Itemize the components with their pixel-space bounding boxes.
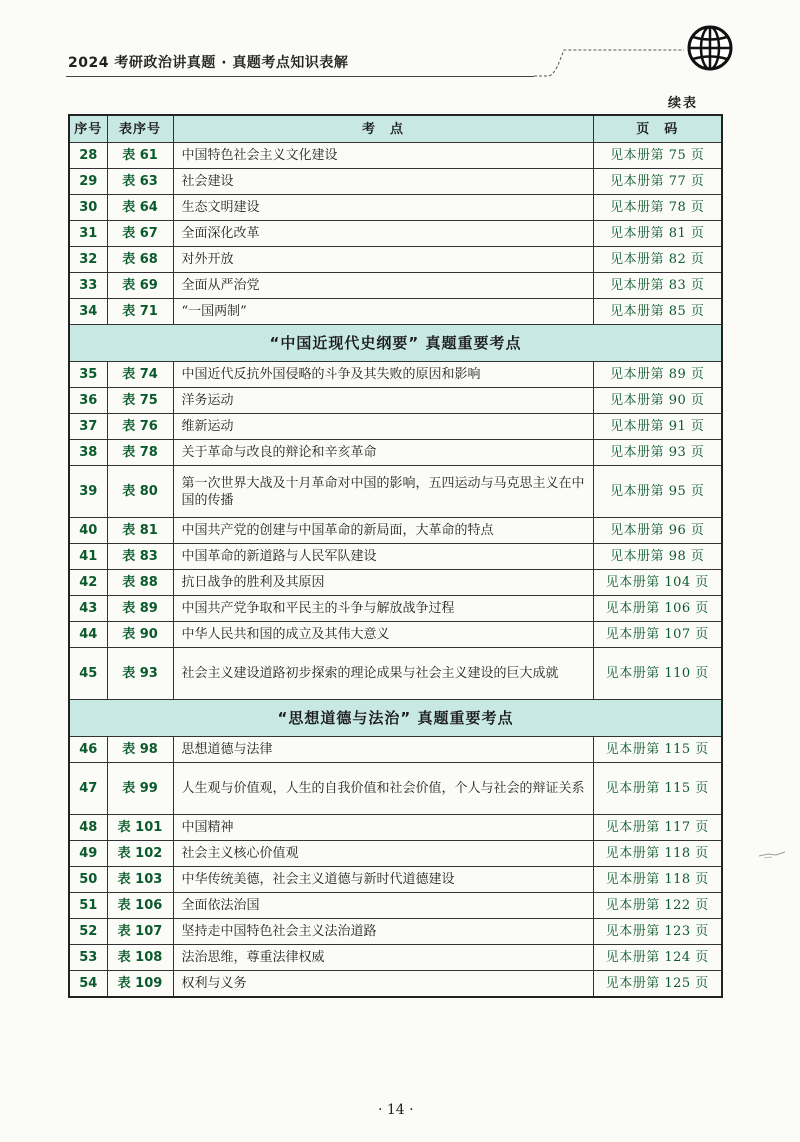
- row-page-ref: 见本册第 96 页: [593, 518, 722, 544]
- row-topic: 维新运动: [173, 414, 593, 440]
- row-page-ref: 见本册第 124 页: [593, 945, 722, 971]
- row-number: 35: [69, 362, 107, 388]
- row-table-number: 表 99: [107, 763, 173, 815]
- row-page-ref: 见本册第 123 页: [593, 919, 722, 945]
- row-number: 42: [69, 570, 107, 596]
- table-row: [69, 971, 722, 997]
- row-number: 40: [69, 518, 107, 544]
- continued-label: 续表: [668, 96, 699, 111]
- row-table-number: 表 83: [107, 544, 173, 570]
- row-table-number: 表 68: [107, 247, 173, 273]
- globe-icon: [686, 24, 734, 72]
- table-row: [69, 544, 722, 570]
- row-number: 28: [69, 143, 107, 169]
- row-topic: 中国特色社会主义文化建设: [173, 143, 593, 169]
- row-page-ref: 见本册第 85 页: [593, 299, 722, 325]
- row-table-number: 表 93: [107, 648, 173, 700]
- header-topic: 考 点: [173, 115, 593, 143]
- table-row: [69, 518, 722, 544]
- table-row: [69, 893, 722, 919]
- row-number: 54: [69, 971, 107, 997]
- row-number: 52: [69, 919, 107, 945]
- row-topic: 法治思维，尊重法律权威: [173, 945, 593, 971]
- row-number: 39: [69, 466, 107, 518]
- row-number: 38: [69, 440, 107, 466]
- row-topic: 思想道德与法律: [173, 737, 593, 763]
- row-topic: 权利与义务: [173, 971, 593, 997]
- header-dashed-line: [534, 46, 684, 78]
- row-topic: 洋务运动: [173, 388, 593, 414]
- header-table-no: 表序号: [107, 115, 173, 143]
- row-table-number: 表 98: [107, 737, 173, 763]
- header-num: 序号: [69, 115, 107, 143]
- section-title: “思想道德与法治” 真题重要考点: [69, 700, 722, 737]
- row-topic: 第一次世界大战及十月革命对中国的影响，五四运动与马克思主义在中国的传播: [173, 466, 593, 518]
- row-table-number: 表 81: [107, 518, 173, 544]
- row-number: 41: [69, 544, 107, 570]
- row-page-ref: 见本册第 77 页: [593, 169, 722, 195]
- row-number: 51: [69, 893, 107, 919]
- row-page-ref: 见本册第 125 页: [593, 971, 722, 997]
- row-topic: 中国共产党争取和平民主的斗争与解放战争过程: [173, 596, 593, 622]
- table-row: [69, 919, 722, 945]
- paper-mark: [758, 848, 786, 860]
- row-page-ref: 见本册第 106 页: [593, 596, 722, 622]
- row-page-ref: 见本册第 78 页: [593, 195, 722, 221]
- row-topic: 抗日战争的胜利及其原因: [173, 570, 593, 596]
- row-number: 30: [69, 195, 107, 221]
- row-topic: 全面依法治国: [173, 893, 593, 919]
- row-number: 29: [69, 169, 107, 195]
- row-topic: 社会建设: [173, 169, 593, 195]
- row-table-number: 表 78: [107, 440, 173, 466]
- header-rule: [66, 76, 534, 77]
- row-table-number: 表 61: [107, 143, 173, 169]
- row-topic: 中华传统美德，社会主义道德与新时代道德建设: [173, 867, 593, 893]
- row-page-ref: 见本册第 110 页: [593, 648, 722, 700]
- row-page-ref: 见本册第 90 页: [593, 388, 722, 414]
- row-table-number: 表 64: [107, 195, 173, 221]
- table-row: [69, 440, 722, 466]
- row-number: 46: [69, 737, 107, 763]
- row-page-ref: 见本册第 81 页: [593, 221, 722, 247]
- row-page-ref: 见本册第 117 页: [593, 815, 722, 841]
- row-topic: 社会主义建设道路初步探索的理论成果与社会主义建设的巨大成就: [173, 648, 593, 700]
- row-topic: 坚持走中国特色社会主义法治道路: [173, 919, 593, 945]
- row-topic: 中国革命的新道路与人民军队建设: [173, 544, 593, 570]
- table-row: [69, 945, 722, 971]
- table-row: [69, 596, 722, 622]
- row-page-ref: 见本册第 115 页: [593, 763, 722, 815]
- row-topic: 生态文明建设: [173, 195, 593, 221]
- row-page-ref: 见本册第 82 页: [593, 247, 722, 273]
- row-table-number: 表 88: [107, 570, 173, 596]
- table-row: [69, 622, 722, 648]
- row-table-number: 表 90: [107, 622, 173, 648]
- section-header-row: [69, 700, 722, 737]
- row-topic: 社会主义核心价值观: [173, 841, 593, 867]
- row-topic: 中国共产党的创建与中国革命的新局面，大革命的特点: [173, 518, 593, 544]
- row-table-number: 表 76: [107, 414, 173, 440]
- row-table-number: 表 63: [107, 169, 173, 195]
- row-topic: 全面从严治党: [173, 273, 593, 299]
- table-row: [69, 466, 722, 518]
- table-row: [69, 815, 722, 841]
- row-table-number: 表 107: [107, 919, 173, 945]
- table-row: [69, 247, 722, 273]
- row-topic: 对外开放: [173, 247, 593, 273]
- row-topic: “一国两制”: [173, 299, 593, 325]
- row-page-ref: 见本册第 122 页: [593, 893, 722, 919]
- row-page-ref: 见本册第 118 页: [593, 867, 722, 893]
- row-page-ref: 见本册第 95 页: [593, 466, 722, 518]
- row-number: 53: [69, 945, 107, 971]
- row-number: 32: [69, 247, 107, 273]
- row-number: 47: [69, 763, 107, 815]
- row-table-number: 表 106: [107, 893, 173, 919]
- row-page-ref: 见本册第 93 页: [593, 440, 722, 466]
- table-row: [69, 195, 722, 221]
- row-topic: 人生观与价值观，人生的自我价值和社会价值，个人与社会的辩证关系: [173, 763, 593, 815]
- row-number: 33: [69, 273, 107, 299]
- table-row: [69, 841, 722, 867]
- row-page-ref: 见本册第 89 页: [593, 362, 722, 388]
- row-number: 45: [69, 648, 107, 700]
- row-number: 34: [69, 299, 107, 325]
- table-row: [69, 299, 722, 325]
- row-page-ref: 见本册第 104 页: [593, 570, 722, 596]
- row-table-number: 表 71: [107, 299, 173, 325]
- row-page-ref: 见本册第 75 页: [593, 143, 722, 169]
- table-row: [69, 273, 722, 299]
- row-number: 50: [69, 867, 107, 893]
- row-table-number: 表 69: [107, 273, 173, 299]
- table-header-row: [69, 115, 722, 143]
- table-row: [69, 737, 722, 763]
- table-row: [69, 570, 722, 596]
- row-number: 48: [69, 815, 107, 841]
- table-row: [69, 362, 722, 388]
- table-row: [69, 414, 722, 440]
- row-table-number: 表 74: [107, 362, 173, 388]
- row-topic: 中国精神: [173, 815, 593, 841]
- row-table-number: 表 109: [107, 971, 173, 997]
- table-row: [69, 648, 722, 700]
- row-page-ref: 见本册第 118 页: [593, 841, 722, 867]
- row-number: 49: [69, 841, 107, 867]
- table-row: [69, 763, 722, 815]
- section-header-row: [69, 325, 722, 362]
- section-title: “中国近现代史纲要” 真题重要考点: [69, 325, 722, 362]
- row-number: 31: [69, 221, 107, 247]
- row-page-ref: 见本册第 83 页: [593, 273, 722, 299]
- page-number: · 14 ·: [378, 1102, 414, 1118]
- row-number: 44: [69, 622, 107, 648]
- row-table-number: 表 103: [107, 867, 173, 893]
- row-topic: 全面深化改革: [173, 221, 593, 247]
- row-number: 36: [69, 388, 107, 414]
- table-body: [69, 143, 722, 997]
- row-table-number: 表 108: [107, 945, 173, 971]
- table-row: [69, 143, 722, 169]
- row-topic: 中华人民共和国的成立及其伟大意义: [173, 622, 593, 648]
- table-row: [69, 388, 722, 414]
- row-number: 43: [69, 596, 107, 622]
- row-topic: 中国近代反抗外国侵略的斗争及其失败的原因和影响: [173, 362, 593, 388]
- page-header-title: 2024 考研政治讲真题 · 真题考点知识表解: [68, 55, 349, 71]
- header-page: 页 码: [593, 115, 722, 143]
- row-table-number: 表 75: [107, 388, 173, 414]
- row-table-number: 表 80: [107, 466, 173, 518]
- row-page-ref: 见本册第 98 页: [593, 544, 722, 570]
- topics-table: [68, 114, 723, 998]
- table-row: [69, 221, 722, 247]
- row-table-number: 表 102: [107, 841, 173, 867]
- row-table-number: 表 67: [107, 221, 173, 247]
- row-number: 37: [69, 414, 107, 440]
- row-table-number: 表 101: [107, 815, 173, 841]
- table-row: [69, 169, 722, 195]
- row-page-ref: 见本册第 107 页: [593, 622, 722, 648]
- row-table-number: 表 89: [107, 596, 173, 622]
- table-row: [69, 867, 722, 893]
- row-page-ref: 见本册第 115 页: [593, 737, 722, 763]
- row-topic: 关于革命与改良的辩论和辛亥革命: [173, 440, 593, 466]
- row-page-ref: 见本册第 91 页: [593, 414, 722, 440]
